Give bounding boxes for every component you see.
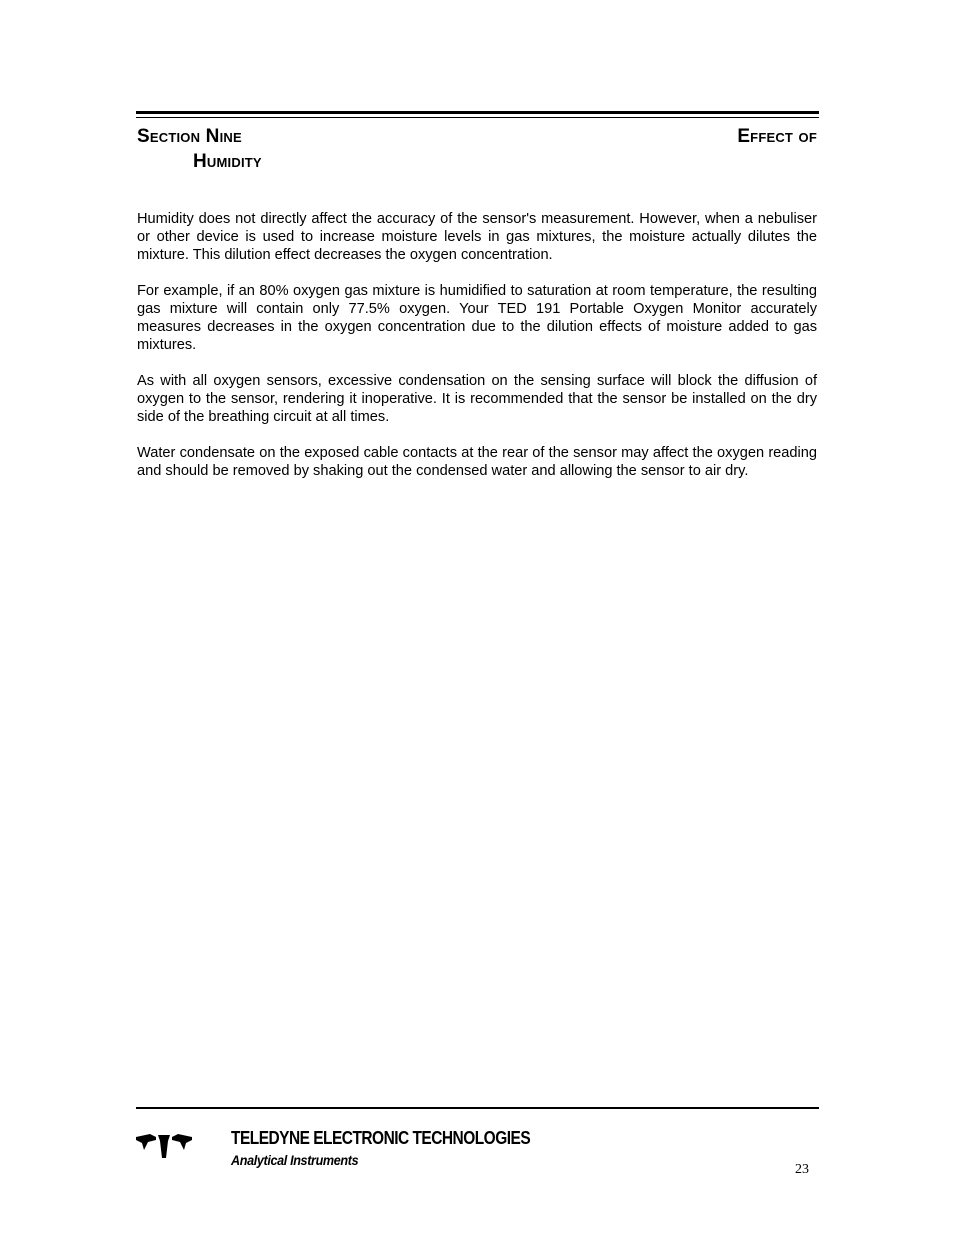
section-label: Section Nine <box>137 126 242 147</box>
body-text <box>137 210 817 498</box>
teledyne-logo-icon <box>134 1131 194 1161</box>
paragraph: Water condensate on the exposed cable contacts at the rear of the sensor may affect the oxygen reading and should be removed by shaking out the condensed water and allowing the sensor to air dry. <box>137 445 817 479</box>
paragraph: As with all oxygen sensors, excessive condensation on the sensing surface will block the diffusion of oxygen to the sensor, rendering it inoperative. It is recommended that the sensor be installed on the dry side of the breathing circuit at all times. <box>137 373 817 425</box>
header-rule-thick <box>136 111 819 114</box>
paragraph: For example, if an 80% oxygen gas mixture is humidified to saturation at room temperature, the resulting gas mixture will contain only 77.5% oxygen. Your TED 191 Portable Oxygen Monitor accurately measures decreases in the oxygen concentration due to the dilution effects of moisture added to gas mixtures. <box>137 283 817 353</box>
header-rule-thin <box>136 117 819 118</box>
page-number: 23 <box>795 1162 809 1177</box>
footer-rule <box>136 1107 819 1109</box>
section-title-part1: Effect of <box>737 126 817 147</box>
company-name: TELEDYNE ELECTRONIC TECHNOLOGIES <box>231 1128 531 1148</box>
section-title-part2: Humidity <box>193 151 262 172</box>
paragraph: Humidity does not directly affect the accuracy of the sensor's measurement. However, when a nebuliser or other device is used to increase moisture levels in gas mixtures, the moisture actually dilutes the mixture. This dilution effect decreases the oxygen concentration. <box>137 211 817 263</box>
division-name: Analytical Instruments <box>231 1152 359 1168</box>
